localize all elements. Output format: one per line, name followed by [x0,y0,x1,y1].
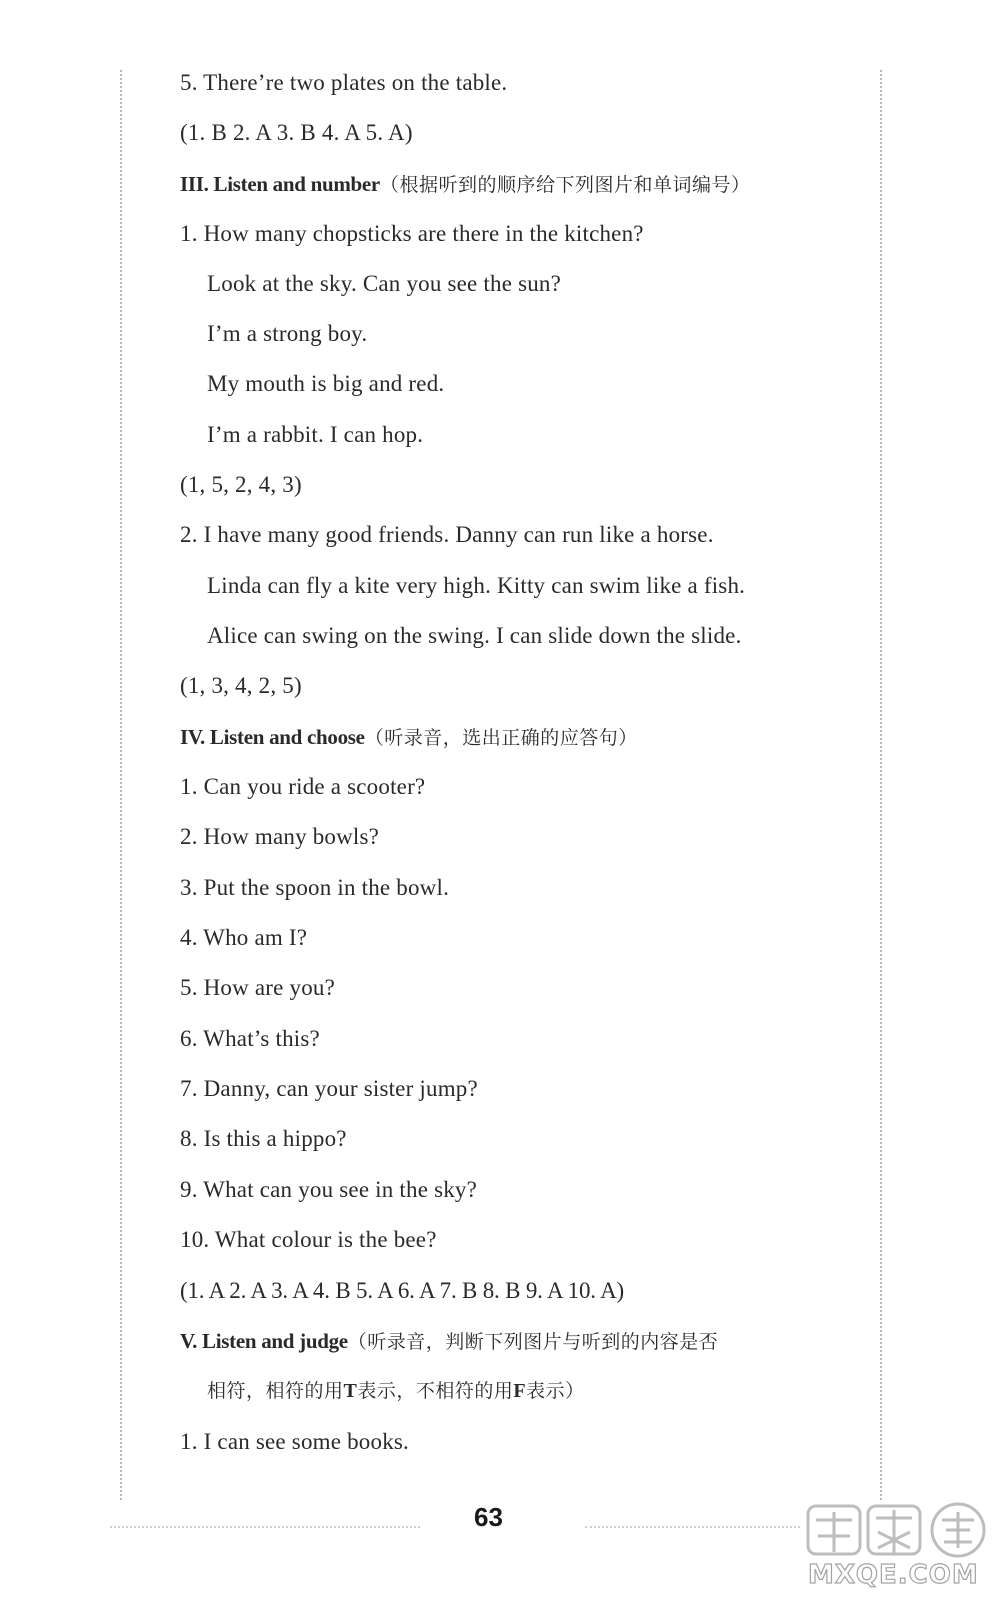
true-letter: T [343,1380,358,1402]
text-line: 6. What’s this? [180,1026,320,1051]
watermark-logo-icon [802,1500,992,1560]
instruction-text: 相符，相符的用T表示，不相符的用F表示） [207,1380,585,1402]
text-line: 10. What colour is the bee? [180,1227,437,1252]
text-line: 1. Can you ride a scooter? [180,774,426,799]
answer-line: (1. A 2. A 3. A 4. B 5. A 6. A 7. B 8. B 9. A 10. A) [180,1278,624,1303]
false-letter: F [513,1380,527,1402]
footer-decoration [110,1526,420,1528]
answer-line: (1, 3, 4, 2, 5) [180,673,302,698]
text-line: 7. Danny, can your sister jump? [180,1076,478,1101]
section-heading-iv [180,722,638,753]
text-line: 8. Is this a hippo? [180,1126,347,1151]
watermark-domain: MXQE.COM [808,1560,979,1590]
footer-decoration [585,1526,800,1528]
text-line: 2. How many bowls? [180,824,380,849]
answer-line: (1, 5, 2, 4, 3) [180,472,302,497]
text-line: 9. What can you see in the sky? [180,1177,478,1202]
text-line: 1. I can see some books. [180,1429,409,1454]
text-line: Alice can swing on the swing. I can slide down the slide. [207,623,742,648]
section-title: IV. Listen and choose [180,725,365,749]
section-title: V. Listen and judge [180,1329,348,1353]
section-heading-v [180,1326,718,1357]
text-line: Linda can fly a kite very high. Kitty can swim like a fish. [207,573,746,598]
text-line: 2. I have many good friends. Danny can run like a horse. [180,522,714,547]
left-margin-rule [120,70,122,1500]
text-line: I’m a strong boy. [207,321,368,346]
text-line: 5. There’re two plates on the table. [180,70,508,95]
answer-line: (1. B 2. A 3. B 4. A 5. A) [180,120,413,145]
right-margin-rule [880,70,882,1500]
page-number: 63 [474,1502,503,1532]
text-line: 5. How are you? [180,975,336,1000]
text-line: 3. Put the spoon in the bowl. [180,875,450,900]
section-instruction: （听录音，判断下列图片与听到的内容是否 [347,1331,719,1353]
section-instruction-continued [207,1376,585,1406]
section-heading-iii [180,169,750,200]
text-line: 1. How many chopsticks are there in the kitchen? [180,221,644,246]
watermark [802,1500,992,1595]
text-line: 4. Who am I? [180,925,308,950]
section-title: III. Listen and number [180,172,380,196]
text-line: I’m a rabbit. I can hop. [207,422,424,447]
text-line: My mouth is big and red. [207,371,445,396]
section-instruction: （听录音，选出正确的应答句） [364,727,638,749]
section-instruction: （根据听到的顺序给下列图片和单词编号） [379,174,751,196]
text-line: Look at the sky. Can you see the sun? [207,271,562,296]
